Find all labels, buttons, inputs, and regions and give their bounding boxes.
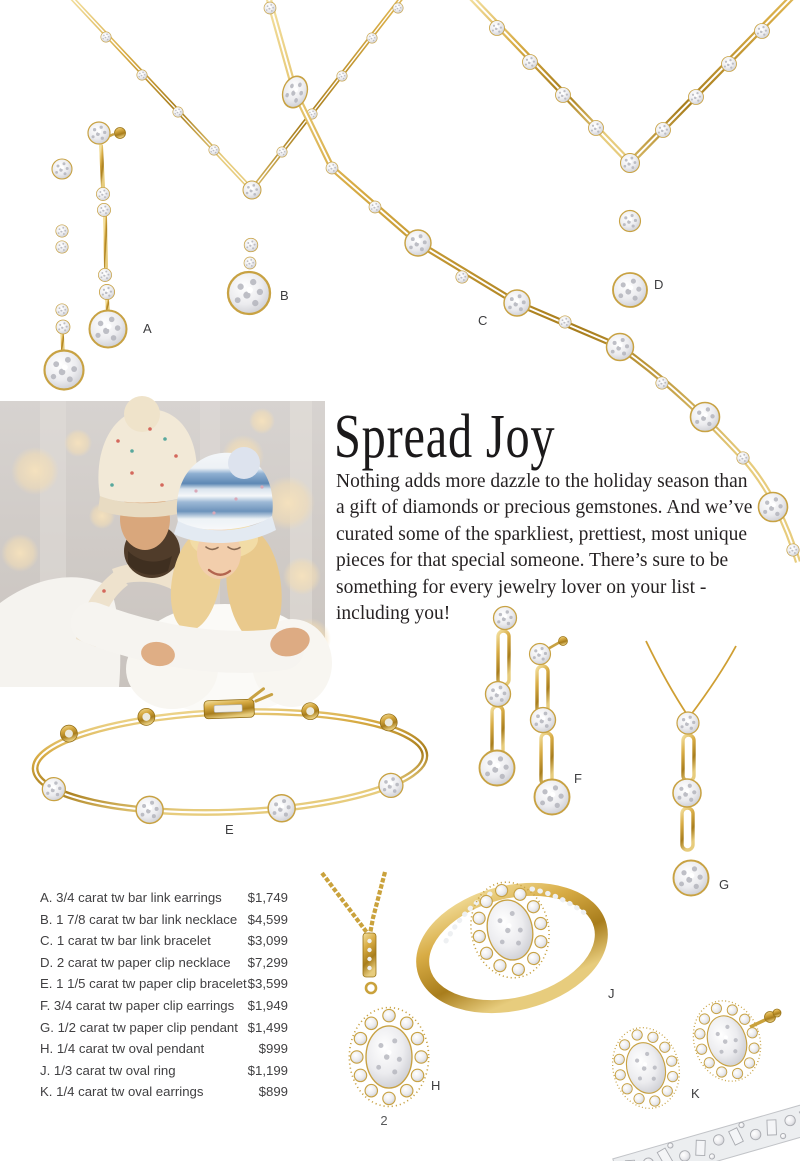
necklace-d-image [470,0,793,307]
item-label: G. 1/2 carat tw paper clip pendant [40,1019,238,1035]
item-label: C. 1 carat tw bar link bracelet [40,933,211,949]
intro-line: a gift of diamonds or precious gemstones. And we’ve [336,497,753,519]
bracelet-e-image [33,683,427,830]
price-list [40,887,288,1103]
ring-j-image [410,872,614,1025]
price-list-row [40,995,288,1017]
intro-line: something for every jewelry lover on your list - [336,576,707,598]
price-list-row [40,930,288,952]
item-price: $1,499 [247,1019,288,1035]
callout-d: D [654,277,664,292]
callout-j: J [608,986,615,1001]
callout-c: C [478,313,488,328]
callout-b: B [280,288,290,303]
callout-g: G [719,877,730,892]
item-price: $1,749 [247,890,288,905]
callout-f: F [574,771,583,786]
item-price: $3,099 [247,933,288,949]
callout-k: K [691,1086,701,1101]
item-price: $899 [258,1084,288,1100]
earrings-a-image [45,122,127,390]
item-label: F. 3/4 carat tw paper clip earrings [40,997,235,1013]
item-price: $999 [258,1041,288,1057]
intro-paragraph [336,469,756,627]
intro-line: Nothing adds more dazzle to the holiday season than [336,471,748,492]
item-label: J. 1/3 carat tw oval ring [40,1062,176,1078]
item-label: K. 1/4 carat tw oval earrings [40,1084,204,1100]
necklace-b-image [70,0,403,314]
item-price: $3,599 [247,976,288,992]
price-list-row [40,973,288,995]
item-label: H. 1/4 carat tw oval pendant [40,1041,205,1057]
intro-line: pieces for that special someone. There’s sure to be [336,550,729,572]
price-list-row [40,1038,288,1060]
intro-line: including you! [336,603,451,625]
item-price: $4,599 [247,911,288,927]
price-list-row [40,1081,288,1103]
item-price: $7,299 [247,954,288,970]
price-list-row [40,952,288,974]
callout-a: A [143,321,153,336]
item-price: $1,199 [247,1062,288,1078]
item-label: A. 3/4 carat tw bar link earrings [40,890,222,905]
item-label: D. 2 carat tw paper clip necklace [40,954,231,970]
couple-photo [0,396,332,714]
earrings-f-image [480,607,570,815]
item-label: E. 1 1/5 carat tw paper clip bracelet [40,976,247,992]
intro-line: curated some of the sparkliest, prettiest, most unique [336,523,748,545]
pendant-g-image [646,641,736,896]
page-title: Spread Joy [334,403,556,471]
pendant-h-image [322,872,429,1106]
price-list-row [40,1060,288,1082]
price-list-row [40,1017,288,1039]
price-list-row [40,909,288,931]
callout-e: E [225,822,235,837]
callout-h: H [431,1078,441,1093]
price-list-row [40,887,288,909]
page-number: 2 [380,1113,388,1128]
item-label: B. 1 7/8 carat tw bar link necklace [40,911,238,927]
item-price: $1,949 [247,997,288,1013]
